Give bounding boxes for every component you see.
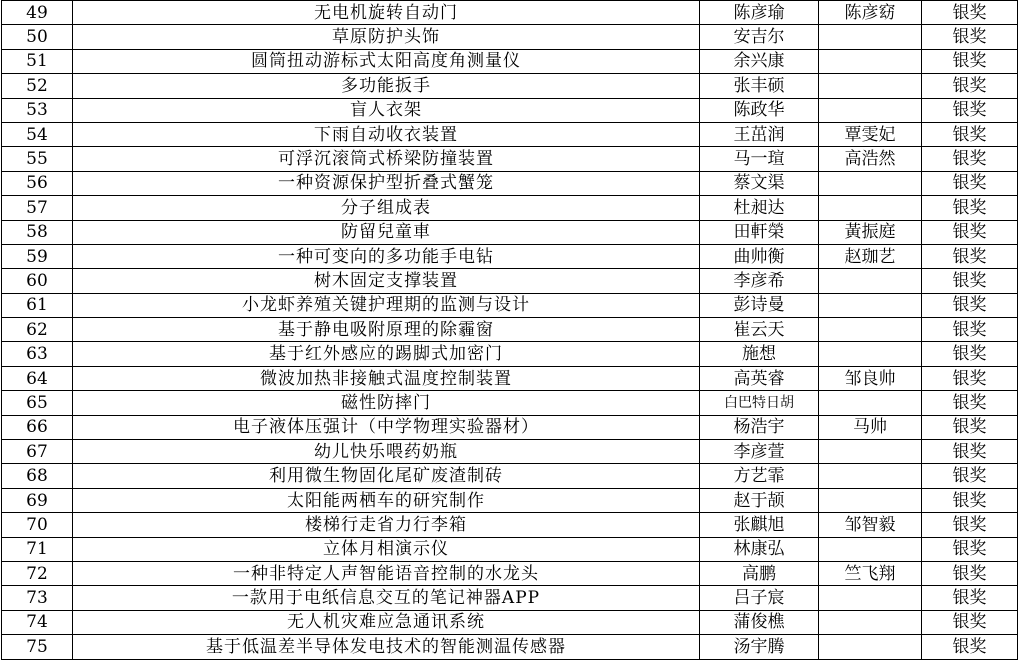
table-row <box>2 586 1018 610</box>
row-number-cell: 75 <box>2 635 73 659</box>
row-number-cell: 63 <box>2 342 73 366</box>
author-cell: 白巴特日胡 <box>700 391 819 415</box>
author-cell: 王茁润 <box>700 122 819 146</box>
author-cell: 蔡文渠 <box>700 171 819 195</box>
author-cell: 施想 <box>700 342 819 366</box>
award-cell: 银奖 <box>922 1 1018 25</box>
award-cell: 银奖 <box>922 342 1018 366</box>
table-row <box>2 537 1018 561</box>
table-row <box>2 196 1018 220</box>
table-row <box>2 391 1018 415</box>
project-title-cell: 无人机灾难应急通讯系统 <box>73 610 700 634</box>
row-number-cell: 60 <box>2 269 73 293</box>
author-cell: 余兴康 <box>700 49 819 73</box>
co-author-cell <box>819 635 922 659</box>
author-cell: 曲帅衡 <box>700 244 819 268</box>
co-author-cell <box>819 25 922 49</box>
author-cell: 安吉尔 <box>700 25 819 49</box>
row-number-cell: 65 <box>2 391 73 415</box>
award-cell: 银奖 <box>922 220 1018 244</box>
table-row <box>2 488 1018 512</box>
co-author-cell <box>819 488 922 512</box>
table-row <box>2 74 1018 98</box>
author-cell: 张丰硕 <box>700 74 819 98</box>
project-title-cell: 太阳能两栖车的研究制作 <box>73 488 700 512</box>
table-row <box>2 610 1018 634</box>
row-number-cell: 59 <box>2 244 73 268</box>
project-title-cell: 幼儿快乐喂药奶瓶 <box>73 440 700 464</box>
award-cell: 银奖 <box>922 366 1018 390</box>
co-author-cell: 邹良帅 <box>819 366 922 390</box>
co-author-cell <box>819 391 922 415</box>
project-title-cell: 基于静电吸附原理的除霾窗 <box>73 318 700 342</box>
row-number-cell: 57 <box>2 196 73 220</box>
award-cell: 银奖 <box>922 537 1018 561</box>
author-cell: 杜昶达 <box>700 196 819 220</box>
table-row <box>2 171 1018 195</box>
project-title-cell: 电子液体压强计（中学物理实验器材） <box>73 415 700 439</box>
author-cell: 彭诗曼 <box>700 293 819 317</box>
project-title-cell: 树木固定支撑装置 <box>73 269 700 293</box>
co-author-cell <box>819 342 922 366</box>
project-title-cell: 小龙虾养殖关键护理期的监测与设计 <box>73 293 700 317</box>
table-row <box>2 440 1018 464</box>
table-row <box>2 1 1018 25</box>
author-cell: 方艺霏 <box>700 464 819 488</box>
row-number-cell: 62 <box>2 318 73 342</box>
award-cell: 银奖 <box>922 415 1018 439</box>
table-row <box>2 98 1018 122</box>
project-title-cell: 分子组成表 <box>73 196 700 220</box>
table-row <box>2 293 1018 317</box>
project-title-cell: 无电机旋转自动门 <box>73 1 700 25</box>
co-author-cell <box>819 196 922 220</box>
award-cell: 银奖 <box>922 635 1018 659</box>
award-cell: 银奖 <box>922 586 1018 610</box>
award-cell: 银奖 <box>922 293 1018 317</box>
project-title-cell: 可浮沉滚筒式桥梁防撞装置 <box>73 147 700 171</box>
author-cell: 林康弘 <box>700 537 819 561</box>
project-title-cell: 下雨自动收衣装置 <box>73 122 700 146</box>
project-title-cell: 圆筒扭动游标式太阳高度角测量仪 <box>73 49 700 73</box>
project-title-cell: 一种可变向的多功能手电钻 <box>73 244 700 268</box>
author-cell: 汤宇腾 <box>700 635 819 659</box>
project-title-cell: 立体月相演示仪 <box>73 537 700 561</box>
co-author-cell <box>819 171 922 195</box>
table-row <box>2 464 1018 488</box>
co-author-cell <box>819 49 922 73</box>
co-author-cell: 邹智毅 <box>819 513 922 537</box>
project-title-cell: 多功能扳手 <box>73 74 700 98</box>
author-cell: 李彦希 <box>700 269 819 293</box>
row-number-cell: 71 <box>2 537 73 561</box>
co-author-cell <box>819 269 922 293</box>
co-author-cell: 赵珈艺 <box>819 244 922 268</box>
co-author-cell <box>819 74 922 98</box>
project-title-cell: 磁性防摔门 <box>73 391 700 415</box>
award-cell: 银奖 <box>922 488 1018 512</box>
co-author-cell <box>819 464 922 488</box>
table-row <box>2 366 1018 390</box>
award-cell: 银奖 <box>922 513 1018 537</box>
table-row <box>2 318 1018 342</box>
project-title-cell: 基于低温差半导体发电技术的智能测温传感器 <box>73 635 700 659</box>
co-author-cell <box>819 440 922 464</box>
table-row <box>2 561 1018 585</box>
award-cell: 银奖 <box>922 74 1018 98</box>
award-cell: 银奖 <box>922 244 1018 268</box>
award-cell: 银奖 <box>922 318 1018 342</box>
project-title-cell: 防留兒童車 <box>73 220 700 244</box>
co-author-cell <box>819 537 922 561</box>
award-cell: 银奖 <box>922 391 1018 415</box>
author-cell: 陈政华 <box>700 98 819 122</box>
row-number-cell: 52 <box>2 74 73 98</box>
project-title-cell: 微波加热非接触式温度控制装置 <box>73 366 700 390</box>
project-title-cell: 基于红外感应的踢脚式加密门 <box>73 342 700 366</box>
row-number-cell: 70 <box>2 513 73 537</box>
award-cell: 银奖 <box>922 49 1018 73</box>
author-cell: 陈彦瑜 <box>700 1 819 25</box>
row-number-cell: 55 <box>2 147 73 171</box>
table-row <box>2 635 1018 659</box>
author-cell: 杨浩宇 <box>700 415 819 439</box>
row-number-cell: 64 <box>2 366 73 390</box>
project-title-cell: 楼梯行走省力行李箱 <box>73 513 700 537</box>
co-author-cell: 马帅 <box>819 415 922 439</box>
co-author-cell: 黃振庭 <box>819 220 922 244</box>
row-number-cell: 74 <box>2 610 73 634</box>
row-number-cell: 68 <box>2 464 73 488</box>
table-row <box>2 122 1018 146</box>
row-number-cell: 51 <box>2 49 73 73</box>
row-number-cell: 69 <box>2 488 73 512</box>
author-cell: 蒲俊樵 <box>700 610 819 634</box>
co-author-cell <box>819 586 922 610</box>
award-cell: 银奖 <box>922 98 1018 122</box>
row-number-cell: 53 <box>2 98 73 122</box>
award-cell: 银奖 <box>922 147 1018 171</box>
award-cell: 银奖 <box>922 561 1018 585</box>
table-row <box>2 49 1018 73</box>
table-row <box>2 513 1018 537</box>
co-author-cell <box>819 610 922 634</box>
author-cell: 吕子宸 <box>700 586 819 610</box>
award-cell: 银奖 <box>922 464 1018 488</box>
row-number-cell: 61 <box>2 293 73 317</box>
project-title-cell: 一款用于电纸信息交互的笔记神器APP <box>73 586 700 610</box>
author-cell: 李彦萱 <box>700 440 819 464</box>
table-row <box>2 244 1018 268</box>
author-cell: 赵于颉 <box>700 488 819 512</box>
author-cell: 高鹏 <box>700 561 819 585</box>
project-title-cell: 盲人衣架 <box>73 98 700 122</box>
table-row <box>2 415 1018 439</box>
award-cell: 银奖 <box>922 122 1018 146</box>
project-title-cell: 草原防护头饰 <box>73 25 700 49</box>
co-author-cell: 高浩然 <box>819 147 922 171</box>
row-number-cell: 72 <box>2 561 73 585</box>
row-number-cell: 49 <box>2 1 73 25</box>
row-number-cell: 67 <box>2 440 73 464</box>
row-number-cell: 66 <box>2 415 73 439</box>
author-cell: 张麒旭 <box>700 513 819 537</box>
table-row <box>2 25 1018 49</box>
project-title-cell: 一种非特定人声智能语音控制的水龙头 <box>73 561 700 585</box>
author-cell: 田軒榮 <box>700 220 819 244</box>
table-row <box>2 220 1018 244</box>
award-cell: 银奖 <box>922 196 1018 220</box>
project-title-cell: 利用微生物固化尾矿废渣制砖 <box>73 464 700 488</box>
table-row <box>2 269 1018 293</box>
award-table-body <box>2 1 1018 660</box>
author-cell: 马一瑄 <box>700 147 819 171</box>
author-cell: 崔云天 <box>700 318 819 342</box>
co-author-cell: 竺飞翔 <box>819 561 922 585</box>
co-author-cell: 覃雯妃 <box>819 122 922 146</box>
award-table <box>1 0 1018 660</box>
row-number-cell: 56 <box>2 171 73 195</box>
author-cell: 高英睿 <box>700 366 819 390</box>
project-title-cell: 一种资源保护型折叠式蟹笼 <box>73 171 700 195</box>
row-number-cell: 50 <box>2 25 73 49</box>
award-cell: 银奖 <box>922 171 1018 195</box>
co-author-cell <box>819 293 922 317</box>
row-number-cell: 58 <box>2 220 73 244</box>
award-cell: 银奖 <box>922 25 1018 49</box>
row-number-cell: 73 <box>2 586 73 610</box>
award-cell: 银奖 <box>922 610 1018 634</box>
co-author-cell <box>819 318 922 342</box>
row-number-cell: 54 <box>2 122 73 146</box>
co-author-cell <box>819 98 922 122</box>
award-cell: 银奖 <box>922 440 1018 464</box>
table-row <box>2 342 1018 366</box>
award-cell: 银奖 <box>922 269 1018 293</box>
table-row <box>2 147 1018 171</box>
co-author-cell: 陈彦窈 <box>819 1 922 25</box>
